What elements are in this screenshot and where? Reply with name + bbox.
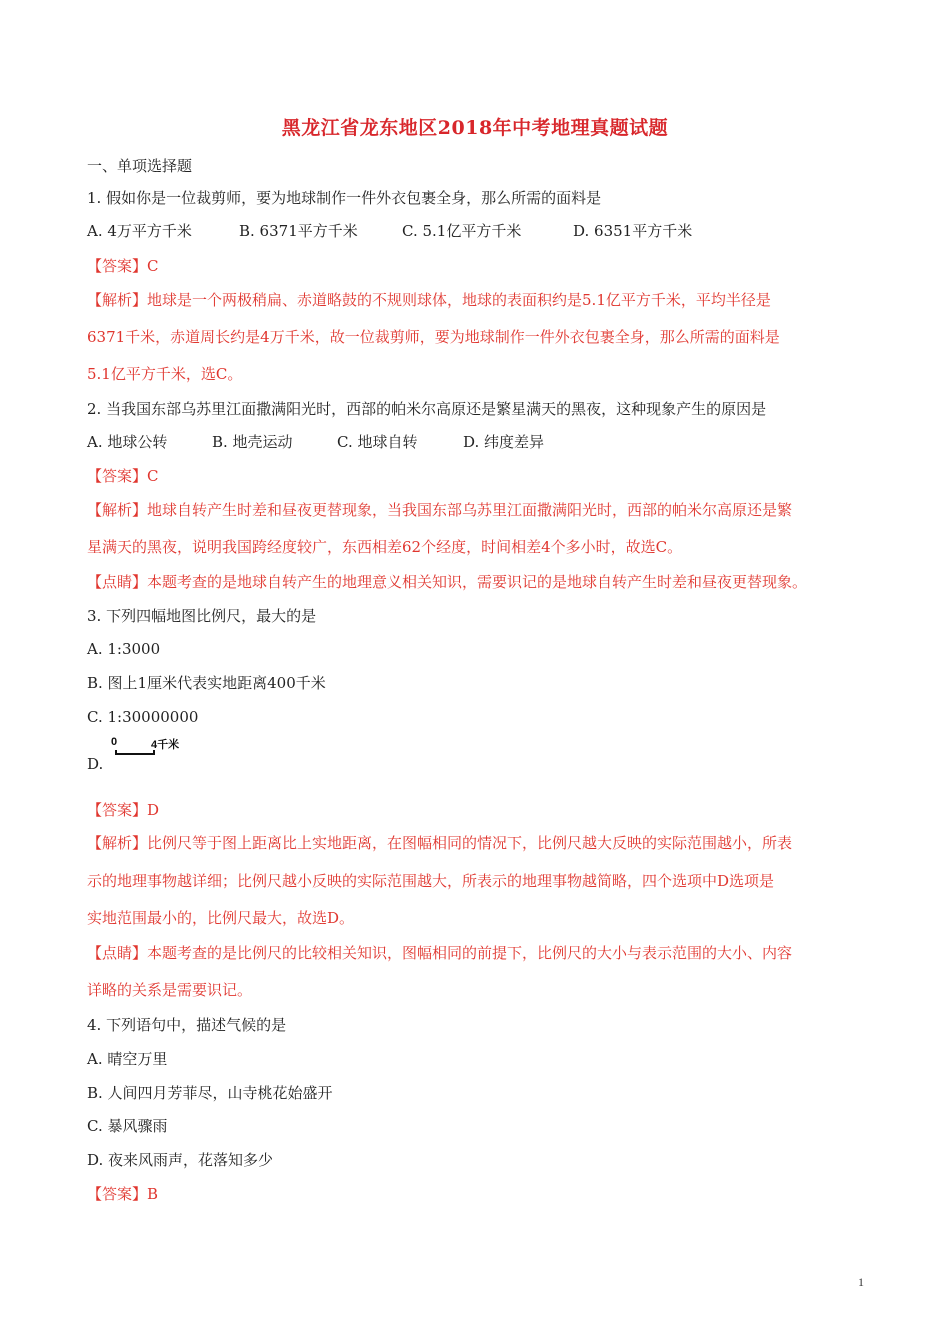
q1-options [87,220,692,242]
q2-answer: 【答案】C [87,467,159,485]
q1-analysis-line-2: 6371千米，赤道周长约是4万千米，故一位裁剪师，要为地球制作一件外衣包裹全身，那么所需的面料是 [87,328,780,346]
section-heading: 一、单项选择题 [87,157,193,175]
scale-bar-line [115,750,155,755]
q2-option-c: C. 地球自转 [337,433,418,451]
q3-analysis-line-1: 【解析】比例尺等于图上距离比上实地距离，在图幅相同的情况下，比例尺越大反映的实际范围越小，所表 [87,834,793,852]
page-number: 1 [858,1275,864,1289]
q1-analysis-line-1: 【解析】地球是一个两极稍扁、赤道略鼓的不规则球体，地球的表面积约是5.1亿平方千米，平均半径是 [87,291,771,309]
scale-bar-zero-label: 0 [111,736,118,748]
scale-bar-figure [111,736,191,760]
q1-option-a: A. 4万平方千米 [87,222,192,240]
q4-option-d: D. 夜来风雨声，花落知多少 [87,1151,274,1169]
q4-stem: 4. 下列语句中，描述气候的是 [87,1016,287,1034]
q1-option-b: B. 6371平方千米 [239,222,358,240]
q3-analysis-line-3: 实地范围最小的，比例尺最大，故选D。 [87,909,355,927]
q4-option-c: C. 暴风骤雨 [87,1117,168,1135]
q4-option-a: A. 晴空万里 [87,1050,168,1068]
q3-stem: 3. 下列四幅地图比例尺，最大的是 [87,607,317,625]
q1-stem: 1. 假如你是一位裁剪师，要为地球制作一件外衣包裹全身，那么所需的面料是 [87,189,602,207]
q2-option-b: B. 地壳运动 [212,433,293,451]
q3-analysis-line-2: 示的地理事物越详细；比例尺越小反映的实际范围越大，所表示的地理事物越简略，四个选项中D选项是 [87,872,775,890]
q3-option-d: D. [87,755,104,773]
q4-option-b: B. 人间四月芳菲尽，山寺桃花始盛开 [87,1084,333,1102]
q1-option-c: C. 5.1亿平方千米 [402,222,522,240]
q1-option-d: D. 6351平方千米 [573,222,693,240]
q2-stem: 2. 当我国东部乌苏里江面撒满阳光时，西部的帕米尔高原还是繁星满天的黑夜，这种现象产生的原因是 [87,400,767,418]
q2-option-a: A. 地球公转 [87,433,168,451]
q4-answer: 【答案】B [87,1185,159,1203]
scale-bar-distance-label: 4千米 [151,739,180,751]
q3-comment-line-2: 详略的关系是需要识记。 [87,981,253,999]
q3-option-a: A. 1:3000 [87,640,161,658]
q2-comment: 【点睛】本题考查的是地球自转产生的地理意义相关知识，需要识记的是地球自转产生时差和昼夜更替现象。 [87,573,808,591]
page-title: 黑龙江省龙东地区2018年中考地理真题试题 [281,117,669,139]
q2-analysis-line-1: 【解析】地球自转产生时差和昼夜更替现象，当我国东部乌苏里江面撒满阳光时，西部的帕米尔高原还是繁 [87,501,793,519]
q2-analysis-line-2: 星满天的黑夜，说明我国跨经度较广，东西相差62个经度，时间相差4个多小时，故选C。 [87,538,683,556]
q3-option-c: C. 1:30000000 [87,708,199,726]
q1-answer: 【答案】C [87,257,159,275]
q3-answer: 【答案】D [87,801,160,819]
q3-comment-line-1: 【点睛】本题考查的是比例尺的比较相关知识，图幅相同的前提下，比例尺的大小与表示范围的大小、内容 [87,944,793,962]
q1-analysis-line-3: 5.1亿平方千米，选C。 [87,365,243,383]
q2-option-d: D. 纬度差异 [463,433,545,451]
q2-options [87,431,544,453]
q3-option-b: B. 图上1厘米代表实地距离400千米 [87,674,326,692]
